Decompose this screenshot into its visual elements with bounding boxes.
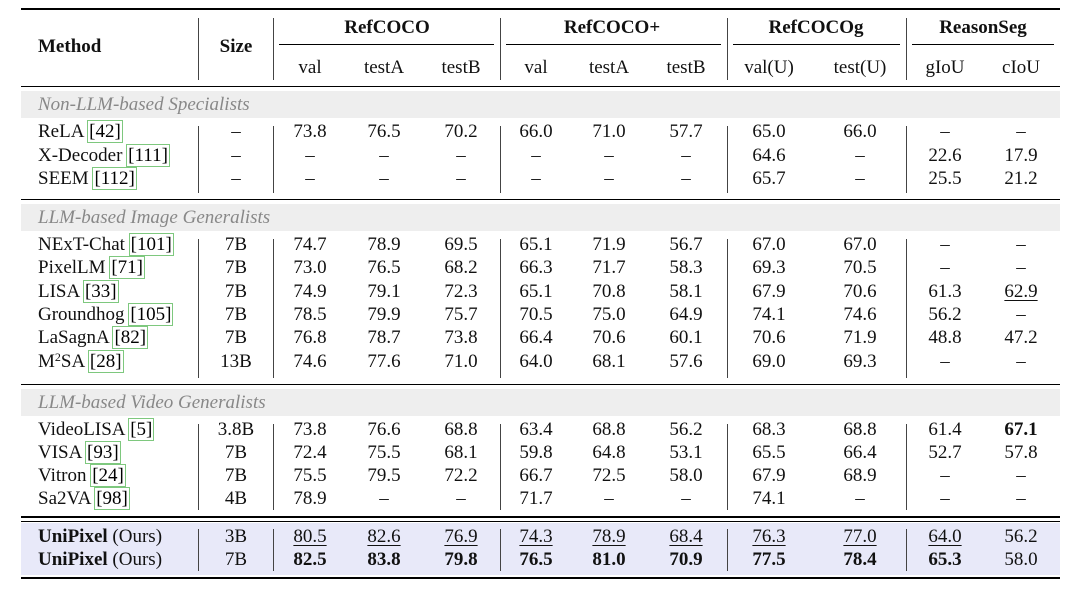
value-cell: 74.1 (752, 304, 786, 325)
value-cell: 72.4 (293, 442, 327, 463)
subcol-header: val (298, 57, 322, 78)
citation-link[interactable]: [105] (130, 304, 172, 325)
method-name: PixelLM [71] (38, 257, 143, 278)
value-cell: 64.8 (592, 442, 626, 463)
value-cell: 73.0 (293, 257, 327, 278)
method-name: NExT-Chat [101] (38, 234, 172, 255)
value-cell: 74.6 (843, 304, 877, 325)
value-cell: 56.7 (669, 234, 703, 255)
value-cell: 75.5 (293, 465, 327, 486)
group-underline (733, 44, 900, 45)
size-cell: 3.8B (217, 419, 255, 440)
subcol-header: cIoU (1002, 57, 1040, 78)
value-cell: – (855, 145, 865, 166)
vertical-rule (273, 239, 274, 378)
value-cell: 71.9 (592, 234, 626, 255)
size-cell: 7B (224, 257, 248, 278)
value-cell: – (604, 488, 614, 509)
section-title: Non-LLM-based Specialists (38, 94, 250, 115)
value-cell: 76.9 (444, 526, 478, 547)
value-cell: 69.0 (752, 351, 786, 372)
value-cell: 67.9 (752, 281, 786, 302)
value-cell: – (531, 145, 541, 166)
value-cell: – (681, 168, 691, 189)
subcol-header: testB (666, 57, 706, 78)
vertical-rule (273, 18, 274, 80)
subcol-header: test(U) (833, 57, 887, 78)
value-cell: 70.6 (592, 327, 626, 348)
horizontal-rule (21, 521, 1060, 522)
subcol-header: gIoU (925, 57, 965, 78)
horizontal-rule (21, 199, 1060, 200)
vertical-rule (273, 126, 274, 193)
value-cell: 74.9 (293, 281, 327, 302)
value-cell: – (379, 168, 389, 189)
value-cell: 57.7 (669, 121, 703, 142)
method-header: Method (38, 36, 102, 57)
size-cell: 4B (224, 488, 248, 509)
value-cell: 70.5 (843, 257, 877, 278)
value-cell: 68.2 (444, 257, 478, 278)
value-cell: 77.0 (843, 526, 877, 547)
value-cell: 73.8 (444, 327, 478, 348)
citation-link[interactable]: [98] (96, 488, 128, 509)
value-cell: 65.5 (752, 442, 786, 463)
method-name: LaSagnA [82] (38, 327, 147, 348)
value-cell: 78.9 (293, 488, 327, 509)
value-cell: 56.2 (928, 304, 962, 325)
value-cell: – (855, 488, 865, 509)
value-cell: 82.5 (293, 549, 327, 570)
size-cell: 7B (224, 304, 248, 325)
citation-link[interactable]: [5] (130, 419, 153, 440)
value-cell: 58.1 (669, 281, 703, 302)
subcol-header: val(U) (744, 57, 794, 78)
value-cell: 65.3 (928, 549, 962, 570)
size-cell: 7B (224, 465, 248, 486)
vertical-rule (727, 126, 728, 193)
vertical-rule (198, 424, 199, 510)
citation-link[interactable]: [28] (89, 351, 122, 372)
method-name: $M^2SA$ [28] (38, 350, 122, 372)
size-cell: 7B (224, 442, 248, 463)
size-cell: 7B (224, 549, 248, 570)
citation-link[interactable]: [33] (84, 281, 117, 302)
citation-link[interactable]: [101] (130, 234, 172, 255)
value-cell: 79.8 (444, 549, 478, 570)
vertical-rule (906, 126, 907, 193)
citation-link[interactable]: [93] (87, 442, 119, 463)
value-cell: – (940, 488, 950, 509)
method-name: ReLA [42] (38, 121, 121, 142)
value-cell: – (1016, 351, 1026, 372)
value-cell: – (1016, 121, 1026, 142)
value-cell: 47.2 (1004, 327, 1038, 348)
subcol-header: val (524, 57, 548, 78)
value-cell: – (940, 351, 950, 372)
value-cell: 70.8 (592, 281, 626, 302)
value-cell: 67.1 (1004, 419, 1038, 440)
value-cell: 71.9 (843, 327, 877, 348)
vertical-rule (500, 424, 501, 510)
value-cell: 71.0 (444, 351, 478, 372)
method-name: VideoLISA [5] (38, 419, 153, 440)
value-cell: 65.0 (752, 121, 786, 142)
method-name: LISA [33] (38, 281, 117, 302)
value-cell: – (1016, 465, 1026, 486)
value-cell: 79.9 (367, 304, 401, 325)
vertical-rule (198, 126, 199, 193)
group-underline (279, 44, 494, 45)
group-header: RefCOCO (344, 17, 430, 38)
value-cell: 78.4 (843, 549, 877, 570)
method-name: X-Decoder [111] (38, 145, 168, 166)
value-cell: 57.8 (1004, 442, 1038, 463)
value-cell: 72.5 (592, 465, 626, 486)
vertical-rule (273, 424, 274, 510)
vertical-rule (198, 529, 199, 571)
size-cell: 7B (224, 234, 248, 255)
value-cell: 74.7 (293, 234, 327, 255)
value-cell: 77.5 (752, 549, 786, 570)
vertical-rule (273, 529, 274, 571)
value-cell: – (940, 121, 950, 142)
value-cell: 70.5 (519, 304, 553, 325)
value-cell: 70.2 (444, 121, 478, 142)
horizontal-rule (21, 8, 1060, 10)
value-cell: – (456, 145, 466, 166)
value-cell: 79.1 (367, 281, 401, 302)
value-cell: 59.8 (519, 442, 553, 463)
value-cell: 52.7 (928, 442, 962, 463)
section-title: LLM-based Image Generalists (38, 207, 271, 228)
method-name: Vitron [24] (38, 465, 124, 486)
vertical-rule (727, 239, 728, 378)
value-cell: – (940, 465, 950, 486)
vertical-rule (500, 18, 501, 80)
value-cell: 66.0 (519, 121, 553, 142)
group-underline (506, 44, 721, 45)
value-cell: 75.0 (592, 304, 626, 325)
group-header: RefCOCOg (768, 17, 864, 38)
value-cell: 66.4 (519, 327, 553, 348)
value-cell: – (855, 168, 865, 189)
value-cell: 82.6 (367, 526, 401, 547)
value-cell: 70.6 (843, 281, 877, 302)
section-title: LLM-based Video Generalists (38, 392, 266, 413)
value-cell: 83.8 (367, 549, 401, 570)
value-cell: 60.1 (669, 327, 703, 348)
value-cell: 76.8 (293, 327, 327, 348)
value-cell: 74.6 (293, 351, 327, 372)
vertical-rule (500, 529, 501, 571)
method-name: UniPixel (Ours) (38, 526, 163, 547)
subcol-header: testA (588, 57, 630, 78)
value-cell: 68.9 (843, 465, 877, 486)
method-name: UniPixel (Ours) (38, 549, 163, 570)
value-cell: 48.8 (928, 327, 962, 348)
value-cell: 76.5 (367, 257, 401, 278)
value-cell: 66.3 (519, 257, 553, 278)
value-cell: 64.9 (669, 304, 703, 325)
value-cell: 21.2 (1004, 168, 1038, 189)
citation-link[interactable]: [112] (94, 168, 135, 189)
subcol-header: testA (363, 57, 405, 78)
method-name: Groundhog [105] (38, 304, 172, 325)
value-cell: 62.9 (1004, 281, 1038, 302)
value-cell: 70.9 (669, 549, 703, 570)
value-cell: 78.7 (367, 327, 401, 348)
value-cell: – (531, 168, 541, 189)
value-cell: – (1016, 257, 1026, 278)
value-cell: – (305, 145, 315, 166)
value-cell: – (604, 145, 614, 166)
value-cell: 71.7 (519, 488, 553, 509)
value-cell: – (681, 488, 691, 509)
vertical-rule (727, 424, 728, 510)
value-cell: 64.0 (519, 351, 553, 372)
value-cell: 57.6 (669, 351, 703, 372)
value-cell: 76.6 (367, 419, 401, 440)
value-cell: 72.3 (444, 281, 478, 302)
value-cell: 75.7 (444, 304, 478, 325)
group-header: RefCOCO+ (563, 17, 661, 38)
value-cell: 69.3 (843, 351, 877, 372)
value-cell: 61.3 (928, 281, 962, 302)
value-cell: – (379, 488, 389, 509)
vertical-rule (500, 239, 501, 378)
method-name: VISA [93] (38, 442, 119, 463)
value-cell: 65.1 (519, 234, 553, 255)
value-cell: 79.5 (367, 465, 401, 486)
value-cell: 67.9 (752, 465, 786, 486)
value-cell: – (604, 168, 614, 189)
value-cell: 77.6 (367, 351, 401, 372)
value-cell: – (940, 234, 950, 255)
citation-link[interactable]: [42] (89, 121, 121, 142)
method-name: SEEM [112] (38, 168, 135, 189)
horizontal-rule (21, 516, 1060, 518)
value-cell: 58.0 (669, 465, 703, 486)
value-cell: 70.6 (752, 327, 786, 348)
vertical-rule (727, 529, 728, 571)
value-cell: – (681, 145, 691, 166)
value-cell: 65.7 (752, 168, 786, 189)
value-cell: 81.0 (592, 549, 626, 570)
value-cell: 76.5 (367, 121, 401, 142)
value-cell: 65.1 (519, 281, 553, 302)
value-cell: 66.0 (843, 121, 877, 142)
value-cell: 61.4 (928, 419, 962, 440)
value-cell: 69.5 (444, 234, 478, 255)
value-cell: 71.0 (592, 121, 626, 142)
citation-link[interactable]: [82] (114, 327, 147, 348)
horizontal-rule (21, 384, 1060, 385)
value-cell: 53.1 (669, 442, 703, 463)
value-cell: 73.8 (293, 419, 327, 440)
value-cell: 68.1 (444, 442, 478, 463)
group-header: ReasonSeg (939, 17, 1027, 38)
value-cell: 72.2 (444, 465, 478, 486)
value-cell: 74.3 (519, 526, 553, 547)
value-cell: 76.5 (519, 549, 553, 570)
value-cell: 75.5 (367, 442, 401, 463)
value-cell: 78.5 (293, 304, 327, 325)
citation-link[interactable]: [111] (128, 145, 168, 166)
value-cell: – (305, 168, 315, 189)
value-cell: – (379, 145, 389, 166)
citation-link[interactable]: [71] (111, 257, 143, 278)
size-cell: 7B (224, 281, 248, 302)
subcol-header: testB (441, 57, 481, 78)
value-cell: 68.8 (444, 419, 478, 440)
group-underline (912, 44, 1054, 45)
value-cell: 68.8 (843, 419, 877, 440)
vertical-rule (727, 18, 728, 80)
value-cell: 66.4 (843, 442, 877, 463)
method-name: Sa2VA [98] (38, 488, 128, 509)
value-cell: 22.6 (928, 145, 962, 166)
size-header: Size (219, 36, 253, 57)
size-cell: – (231, 168, 241, 189)
value-cell: 63.4 (519, 419, 553, 440)
value-cell: 73.8 (293, 121, 327, 142)
value-cell: 64.6 (752, 145, 786, 166)
value-cell: 58.3 (669, 257, 703, 278)
size-cell: 3B (224, 526, 248, 547)
value-cell: 68.3 (752, 419, 786, 440)
horizontal-rule (21, 577, 1060, 579)
value-cell: 78.9 (592, 526, 626, 547)
value-cell: 78.9 (367, 234, 401, 255)
vertical-rule (906, 18, 907, 80)
size-cell: 7B (224, 327, 248, 348)
value-cell: 74.1 (752, 488, 786, 509)
vertical-rule (198, 239, 199, 378)
horizontal-rule (21, 86, 1060, 87)
value-cell: – (456, 168, 466, 189)
size-cell: 13B (220, 351, 252, 372)
vertical-rule (500, 126, 501, 193)
citation-link[interactable]: [24] (92, 465, 124, 486)
value-cell: – (456, 488, 466, 509)
vertical-rule (906, 239, 907, 378)
size-cell: – (231, 145, 241, 166)
value-cell: 68.4 (669, 526, 703, 547)
value-cell: 80.5 (293, 526, 327, 547)
value-cell: – (1016, 234, 1026, 255)
value-cell: 68.8 (592, 419, 626, 440)
value-cell: 67.0 (752, 234, 786, 255)
vertical-rule (906, 424, 907, 510)
value-cell: 66.7 (519, 465, 553, 486)
value-cell: 67.0 (843, 234, 877, 255)
vertical-rule (906, 529, 907, 571)
value-cell: 17.9 (1004, 145, 1038, 166)
vertical-rule (198, 18, 199, 80)
value-cell: 56.2 (1004, 526, 1038, 547)
value-cell: 68.1 (592, 351, 626, 372)
value-cell: 25.5 (928, 168, 962, 189)
value-cell: 71.7 (592, 257, 626, 278)
value-cell: – (1016, 488, 1026, 509)
value-cell: 64.0 (928, 526, 962, 547)
value-cell: – (1016, 304, 1026, 325)
value-cell: 58.0 (1004, 549, 1038, 570)
value-cell: 69.3 (752, 257, 786, 278)
value-cell: 56.2 (669, 419, 703, 440)
size-cell: – (231, 121, 241, 142)
value-cell: – (940, 257, 950, 278)
value-cell: 76.3 (752, 526, 786, 547)
